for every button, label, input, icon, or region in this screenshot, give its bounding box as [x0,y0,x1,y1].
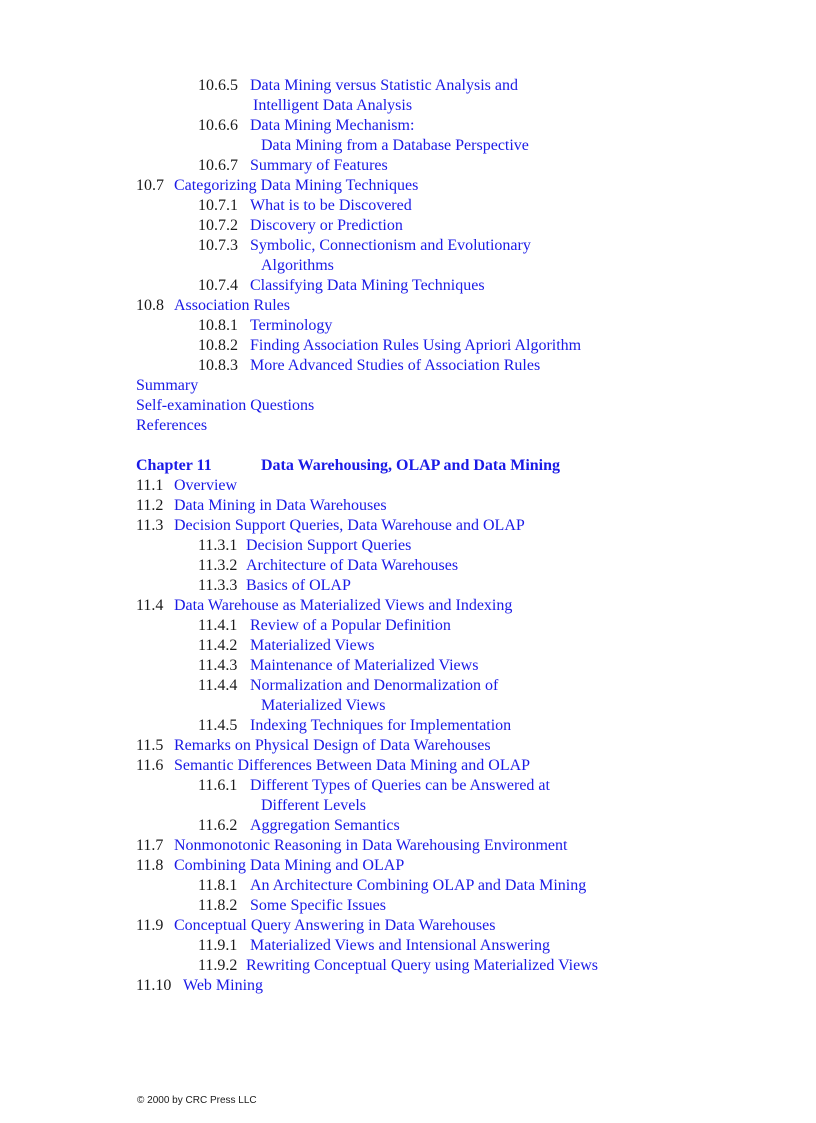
toc-entry[interactable] [0,776,816,796]
toc-entry-link[interactable]: Materialized Views [261,697,386,714]
toc-entry-number: 11.4.3 [198,657,238,674]
toc-entry[interactable] [0,836,816,856]
toc-entry-link[interactable]: Terminology [250,317,333,334]
toc-entry-number: 10.6.6 [198,117,238,134]
toc-entry-number: 11.3.3 [198,577,238,594]
toc-entry-continuation[interactable] [0,696,816,716]
toc-entry-number: 11.4 [136,597,164,614]
chapter-label[interactable]: Chapter 11 [136,457,212,474]
toc-entry[interactable] [0,156,816,176]
toc-entry[interactable] [0,216,816,236]
toc-entry-number: 11.6.1 [198,777,238,794]
toc-entry[interactable] [0,236,816,256]
toc-entry-number: 11.4.4 [198,677,238,694]
toc-entry[interactable] [0,476,816,496]
toc-entry-link[interactable]: Classifying Data Mining Techniques [250,277,485,294]
toc-entry[interactable] [0,596,816,616]
toc-entry-number: 11.9.2 [198,957,238,974]
toc-entry[interactable] [0,496,816,516]
toc-entry-link[interactable]: Rewriting Conceptual Query using Materialized Views [246,957,598,974]
toc-entry-link[interactable]: Remarks on Physical Design of Data Warehouses [174,737,491,754]
toc-entry-link[interactable]: Combining Data Mining and OLAP [174,857,405,874]
toc-entry-link[interactable]: Finding Association Rules Using Apriori Algorithm [250,337,582,354]
toc-entry[interactable] [0,856,816,876]
toc-entry-link[interactable]: Association Rules [174,297,290,314]
toc-entry-link[interactable]: Materialized Views and Intensional Answering [250,937,550,954]
toc-entry-link[interactable]: Algorithms [261,257,334,274]
toc-entry-link[interactable]: Data Warehouse as Materialized Views and Indexing [174,597,513,614]
toc-entry-number: 11.6.2 [198,817,238,834]
toc-entry-number: 10.7 [136,177,164,194]
toc-entry-link[interactable]: Nonmonotonic Reasoning in Data Warehousing Environment [174,837,568,854]
toc-entry[interactable] [0,956,816,976]
toc-entry[interactable] [0,556,816,576]
toc-entry-number: 11.4.1 [198,617,238,634]
toc-entry-number: 11.3 [136,517,164,534]
toc-entry-number: 11.1 [136,477,164,494]
toc-entry-number: 11.4.5 [198,717,238,734]
toc-entry-link[interactable]: Maintenance of Materialized Views [250,657,479,674]
toc-entry-number: 11.9 [136,917,164,934]
toc-entry-link[interactable]: Self-examination Questions [136,397,315,414]
toc-entry[interactable] [0,416,816,436]
toc-entry[interactable] [0,356,816,376]
toc-entry[interactable] [0,936,816,956]
toc-entry-link[interactable]: Categorizing Data Mining Techniques [174,177,419,194]
toc-entry-link[interactable]: Different Types of Queries can be Answered at [250,777,550,794]
toc-entry-number: 10.8.2 [198,337,238,354]
toc-entry-link[interactable]: Symbolic, Connectionism and Evolutionary [250,237,531,254]
toc-entry-number: 11.6 [136,757,164,774]
toc-entry[interactable] [0,616,816,636]
toc-entry[interactable] [0,516,816,536]
toc-entry-link[interactable]: More Advanced Studies of Association Rules [250,357,541,374]
toc-entry-number: 11.8.1 [198,877,238,894]
toc-entry[interactable] [0,336,816,356]
toc-entry-link[interactable]: Materialized Views [250,637,375,654]
toc-entry-number: 10.8.3 [198,357,238,374]
toc-entry[interactable] [0,76,816,96]
chapter-title[interactable]: Data Warehousing, OLAP and Data Mining [261,457,561,474]
toc-entry[interactable] [0,636,816,656]
toc-entry-number: 11.7 [136,837,164,854]
copyright-footer: © 2000 by CRC Press LLC [137,1095,257,1106]
toc-entry-link[interactable]: Summary [136,377,199,394]
toc-entry-number: 11.3.1 [198,537,238,554]
toc-entry-number: 11.9.1 [198,937,238,954]
toc-entry-continuation[interactable] [0,96,816,116]
toc-entry-link[interactable]: Decision Support Queries, Data Warehouse and OLAP [174,517,525,534]
toc-entry-number: 11.5 [136,737,164,754]
toc-entry[interactable] [0,316,816,336]
toc-entry-link[interactable]: Data Mining from a Database Perspective [261,137,529,154]
toc-entry-link[interactable]: Some Specific Issues [250,897,386,914]
toc-entry[interactable] [0,736,816,756]
section-spacer [0,436,816,456]
toc-entry-link[interactable]: Overview [174,477,238,494]
toc-entry-link[interactable]: Decision Support Queries [246,537,412,554]
toc-entry-number: 10.8 [136,297,164,314]
toc-entry-link[interactable]: What is to be Discovered [250,197,412,214]
toc-entry-link[interactable]: Summary of Features [250,157,388,174]
toc-entry-number: 11.4.2 [198,637,238,654]
toc-entry[interactable] [0,676,816,696]
toc-entry[interactable] [0,656,816,676]
toc-entry-link[interactable]: Indexing Techniques for Implementation [250,717,512,734]
toc-section-chapter-10 [0,76,816,436]
toc-entry-link[interactable]: Normalization and Denormalization of [250,677,499,694]
toc-entry[interactable] [0,756,816,776]
toc-entry-number: 10.7.1 [198,197,238,214]
toc-entry[interactable] [0,716,816,736]
toc-entry-link[interactable]: Discovery or Prediction [250,217,403,234]
toc-entry-number: 10.7.4 [198,277,238,294]
toc-entry[interactable] [0,376,816,396]
toc-entry-link[interactable]: Data Mining in Data Warehouses [174,497,387,514]
toc-entry-continuation[interactable] [0,136,816,156]
toc-entry[interactable] [0,396,816,416]
toc-entry[interactable] [0,896,816,916]
toc-entry[interactable] [0,276,816,296]
toc-entry-link[interactable]: Web Mining [183,977,264,994]
toc-entry-number: 10.8.1 [198,317,238,334]
toc-entry[interactable] [0,916,816,936]
toc-entry[interactable] [0,576,816,596]
toc-entry-number: 11.2 [136,497,164,514]
toc-entry[interactable] [0,816,816,836]
toc-entry-link[interactable]: Architecture of Data Warehouses [246,557,459,574]
toc-entry-link[interactable]: Data Mining versus Statistic Analysis and [250,77,518,94]
toc-entry-link[interactable]: An Architecture Combining OLAP and Data Mining [250,877,587,894]
toc-entry-link[interactable]: Review of a Popular Definition [250,617,451,634]
toc-entry-number: 11.8.2 [198,897,238,914]
toc-entry[interactable] [0,116,816,136]
toc-section-chapter-11 [0,476,816,996]
toc-entry-number: 11.3.2 [198,557,238,574]
toc-entry-link[interactable]: References [136,417,208,434]
toc-entry-continuation[interactable] [0,256,816,276]
toc-entry-link[interactable]: Different Levels [261,797,366,814]
toc-entry-continuation[interactable] [0,796,816,816]
toc-entry[interactable] [0,976,816,996]
toc-entry[interactable] [0,176,816,196]
toc-entry[interactable] [0,196,816,216]
toc-entry-number: 10.7.2 [198,217,238,234]
toc-entry[interactable] [0,876,816,896]
toc-entry[interactable] [0,296,816,316]
toc-entry-link[interactable]: Basics of OLAP [246,577,351,594]
toc-entry-link[interactable]: Aggregation Semantics [250,817,400,834]
toc-entry-link[interactable]: Intelligent Data Analysis [253,97,413,114]
chapter-heading[interactable] [0,456,816,476]
toc-entry-number: 10.7.3 [198,237,238,254]
toc-entry-number: 10.6.5 [198,77,238,94]
toc-entry-number: 11.8 [136,857,164,874]
toc-entry-link[interactable]: Semantic Differences Between Data Mining and OLAP [174,757,531,774]
table-of-contents [0,76,816,996]
toc-entry-link[interactable]: Data Mining Mechanism: [250,117,415,134]
toc-entry[interactable] [0,536,816,556]
toc-entry-number: 10.6.7 [198,157,238,174]
toc-entry-link[interactable]: Conceptual Query Answering in Data Warehouses [174,917,496,934]
toc-entry-number: 11.10 [136,977,172,994]
